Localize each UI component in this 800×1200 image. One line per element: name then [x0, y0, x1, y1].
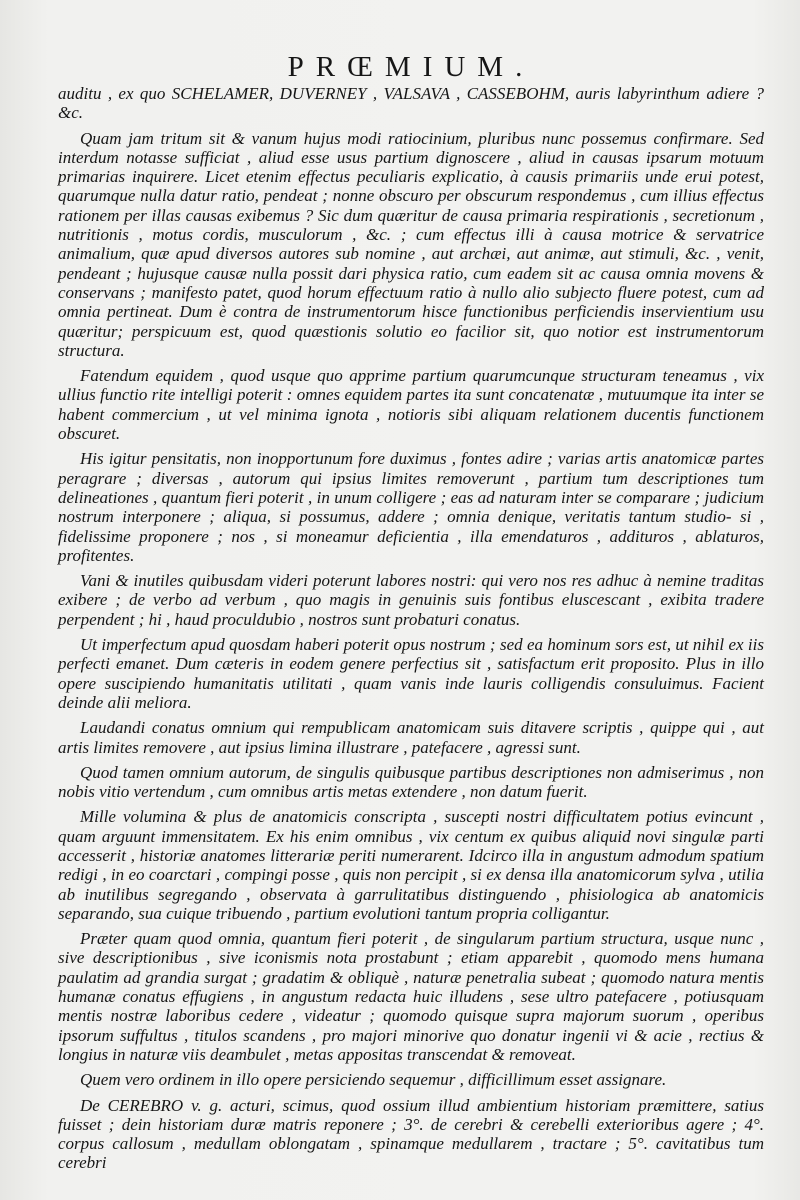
- paragraph: Mille volumina & plus de anatomicis conscripta , suscepti nostri difficultatem potius evincunt , quam arguunt immensitatem. Ex his enim omnibus , vix centum ex quibus aliquid novi singulæ parti accesserit , historiæ anatomes litterariæ periti numerarent. Idcirco illa in angustum admodum spatium redigi , in eo coarctari , compingi posse , quis non percipit , si ex densa illa anatomicorum sylva , utilia ab inutilibus segregando , observata à garrulitatibus distinguendo , phisiologica ab anatomicis separando, sua cuique tribuendo , partium evolutioni tantum propria colligantur.: [58, 807, 764, 923]
- paragraph: De CEREBRO v. g. acturi, scimus, quod ossium illud ambientium historiam præmittere, satius fuisset ; dein historiam duræ matris reponere ; 3°. de cerebri & cerebelli exterioribus agere ; 4°. corpus callosum , medullam oblongatam , spinamque medullarem , tractare ; 5°. cavitatibus tum cerebri: [58, 1095, 764, 1173]
- paragraph: Quam jam tritum sit & vanum hujus modi ratiocinium, pluribus nunc possemus confirmare. Sed interdum notasse sufficiat , aliud esse usus partium dignoscere , aliud in causas ipsarum motuum primarias inquirere. Licet etenim effectus peculiaris explicatio, à causis primariis unde erui potest, quarumque nulla datur ratio, pendeat ; nonne obscuro per obscurum respondemus , cum illius effectus rationem per illas causas exibemus ? Sic dum quæritur de causa primaria respirationis , secretionum , nutritionis , motus cordis, musculorum , &c. ; cum effectus illi à causa motrice & servatrice animalium, quæ apud diversos autores sub nomine , aut archæi, aut animæ, aut stimuli, &c. , venit, pendeant ; hujusque causæ nulla possit dari physica ratio, cum eadem sit ac causa omnia movens & conservans ; manifesto patet, quod horum effectuum ratio à nullo alio subjecto fluere potest, cum ad omnia pertineat. Dum è contra de instrumentorum hisce functionibus perficiendis inservientium usu quæritur; perspicuum est, quod quæstionis solutio eo facilior sit, quo notior est instrumentorum structura.: [58, 128, 764, 360]
- paragraph: Laudandi conatus omnium qui rempublicam anatomicam suis ditavere scriptis , quippe qui , aut artis limites removere , aut ipsius limina illustrare , patefacere , agressi sunt.: [58, 718, 764, 757]
- paragraph: His igitur pensitatis, non inopportunum fore duximus , fontes adire ; varias artis anatomicæ partes peragrare ; diversas , autorum qui ipsius limites removerunt , partium tum descriptiones tum delineationes , quantum fieri poterit , in unum colligere ; eas ad naturam inter se comparare ; judicium nostrum interponere ; aliqua, si possumus, addere ; omnia denique, veritatis tantum studio- si , fidelissime proponere ; nos , si moneamur deficientia , illa emendaturos , addituros , ablaturos, profitentes.: [58, 449, 764, 565]
- page-title: PRŒMIUM.: [287, 51, 535, 83]
- paragraph: Fatendum equidem , quod usque quo apprime partium quarumcunque structuram teneamus , vix ullius functio rite intelligi poterit : omnes equidem partes ita sunt concatenatæ , mutuumque ita inter se habent commercium , ut vel minima ignota , notioris sibi aliquam relationem ducentis functionem obscuret.: [58, 366, 764, 444]
- paragraph: Præter quam quod omnia, quantum fieri poterit , de singularum partium structura, usque nunc , sive descriptionibus , sive iconismis nota prostabunt ; etiam apparebit , quomodo mens humana paulatim ad grandia surgat ; gradatim & obliquè , naturæ penetralia subeat ; quomodo natura mentis humanæ conatus effugiens , in angustum redacta huic illudens , sese ultro patefacere , potiusquam mentis nostræ laboribus cedere , videatur ; quomodo quisque supra majorum suorum , operibus ipsorum suffultus , titulos scandens , pro majori minorive quo donatur ingenii vi & acie , rectius & longius in naturæ viis deambulet , metas appositas transcendat & removeat.: [58, 929, 764, 1064]
- paragraph: Ut imperfectum apud quosdam haberi poterit opus nostrum ; sed ea hominum sors est, ut nihil ex iis perfecti emanet. Dum cæteris in eodem genere perfectius sit , satisfactum erit proposito. Plus in illo opere suscipiendo humanitatis utilitati , quam vanis inde lauris colligendis consuluimus. Facient deinde alii meliora.: [58, 635, 764, 712]
- paragraph: Quod tamen omnium autorum, de singulis quibusque partibus descriptiones non admiserimus , non nobis vitio vertendum , cum omnibus artis metas extendere , non datum fuerit.: [58, 762, 764, 802]
- paragraph: Vani & inutiles quibusdam videri poterunt labores nostri: qui vero nos res adhuc à nemine traditas exibere ; de verbo ad verbum , quo magis in genuinis suis fontibus eluscescant , exibita tradere perpendent ; hi , haud proculdubio , nostros sunt probaturi conatus.: [58, 571, 764, 629]
- body-text: [58, 84, 764, 1173]
- paragraph: Quem vero ordinem in illo opere persiciendo sequemur , difficillimum esset assignare.: [80, 1070, 667, 1090]
- paragraph: auditu , ex quo SCHELAMER, DUVERNEY , VALSAVA , CASSEBOHM, auris labyrinthum adiere ? &c.: [58, 84, 764, 123]
